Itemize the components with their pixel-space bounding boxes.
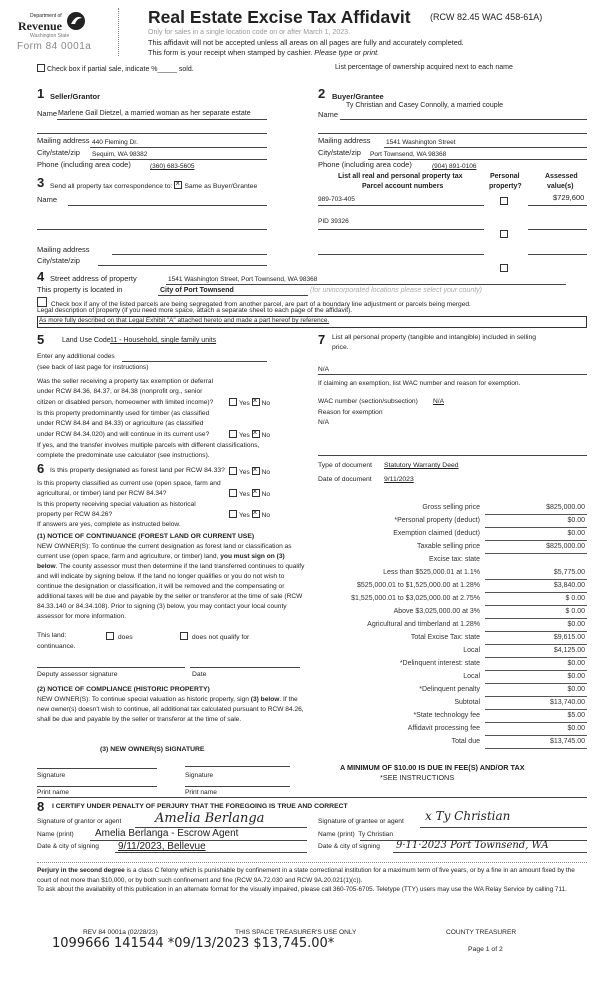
personal-property-line bbox=[318, 374, 587, 375]
legal-description-field[interactable] bbox=[37, 316, 587, 328]
correspondence-name-label: Name bbox=[37, 195, 58, 204]
located-in-hint: (for unincorporated locations please select your county) bbox=[310, 287, 482, 294]
parcel-line bbox=[318, 229, 484, 230]
correspondence-mailing-line bbox=[112, 254, 267, 255]
fee-row bbox=[300, 698, 590, 711]
historic-yes-checkbox[interactable] bbox=[229, 510, 237, 518]
fee-label: Less than $525,000.01 at 1.1% bbox=[383, 569, 480, 576]
forest-answer: Yes × No bbox=[229, 467, 270, 477]
fee-line bbox=[485, 605, 587, 606]
fee-row bbox=[300, 581, 590, 594]
seller-mailing-label: Mailing address bbox=[37, 136, 90, 145]
street-address-line bbox=[166, 284, 566, 285]
partial-sale-checkbox[interactable] bbox=[37, 64, 45, 72]
title-citation: (RCW 82.45 WAC 458-61A) bbox=[430, 12, 543, 22]
see-instructions-note: *SEE INSTRUCTIONS bbox=[380, 773, 455, 782]
fee-row bbox=[300, 555, 590, 568]
assessed-header-2: value(s) bbox=[547, 183, 574, 190]
grantee-signature-line bbox=[420, 827, 587, 828]
header-line1: Only for sales in a single location code on or after March 1, 2023. bbox=[148, 29, 350, 36]
fee-label: Gross selling price bbox=[422, 504, 480, 511]
reason-label: Reason for exemption bbox=[318, 409, 383, 416]
grantee-name-field[interactable]: Ty Christian bbox=[358, 831, 393, 838]
located-in-label: This property is located in bbox=[37, 285, 123, 294]
fee-label: Taxable selling price bbox=[416, 543, 480, 550]
form-revision: REV 84 0001a (02/28/23) bbox=[83, 929, 158, 936]
fee-line bbox=[485, 683, 587, 684]
fee-value[interactable]: $5.00 bbox=[567, 712, 585, 719]
assessed-header-1: Assessed bbox=[545, 173, 578, 180]
section-1-number: 1 bbox=[37, 86, 45, 101]
segregated-checkbox[interactable] bbox=[37, 297, 47, 307]
deputy-date-line[interactable] bbox=[190, 667, 300, 668]
street-address-field[interactable]: 1541 Washington Street, Port Townsend, WA 98368 bbox=[168, 276, 318, 283]
owner-print-line-2[interactable] bbox=[185, 786, 290, 787]
grantor-signature-label: Signature of grantor or agent bbox=[37, 818, 122, 825]
grantor-name-field[interactable]: Amelia Berlanga - Escrow Agent bbox=[95, 828, 239, 839]
fee-value[interactable]: $825,000.00 bbox=[546, 543, 585, 550]
correspondence-name-line bbox=[68, 205, 267, 206]
owner-signature-label-2: Signature bbox=[185, 772, 214, 779]
document-date-field[interactable]: 9/11/2023 bbox=[384, 476, 414, 483]
document-type-field[interactable]: Statutory Warranty Deed bbox=[384, 462, 459, 469]
seller-phone-label: Phone (including area code) bbox=[37, 160, 131, 169]
buyer-name-line bbox=[340, 119, 587, 120]
section-7-number: 7 bbox=[318, 332, 326, 347]
seller-phone-field[interactable]: (360) 683-5605 bbox=[150, 163, 195, 170]
fee-row bbox=[300, 542, 590, 555]
this-land-label: This land: bbox=[37, 632, 67, 639]
section-8-number: 8 bbox=[37, 799, 45, 814]
grantee-signature[interactable]: x Ty Christian bbox=[425, 809, 511, 823]
land-use-code-field[interactable]: 11 - Household, single family units bbox=[110, 337, 217, 344]
fee-value[interactable]: $9,615.00 bbox=[553, 634, 585, 641]
fee-line bbox=[485, 514, 587, 515]
exemption-question: Was the seller receiving a property tax exemption or deferral under RCW 84.36, 84.37, or 84.38 (nonprofit org., senior citizen or disabled person, homeowner with limited income)? bbox=[37, 378, 214, 406]
owner-print-line-1[interactable] bbox=[37, 786, 157, 787]
located-in-line bbox=[158, 295, 308, 296]
reason-line bbox=[318, 455, 587, 456]
current-use-answer: Yes × No bbox=[229, 489, 270, 499]
fee-row bbox=[300, 737, 590, 750]
fee-label: Local bbox=[463, 647, 480, 654]
fee-row bbox=[300, 516, 590, 529]
fee-label: *State technology fee bbox=[413, 712, 480, 719]
partial-sale-label: Check box if partial sale, indicate %_____ sold. bbox=[47, 66, 194, 73]
street-address-label: Street address of property bbox=[50, 274, 137, 283]
fee-value[interactable]: $ 0.00 bbox=[565, 608, 585, 615]
grantor-date-label: Date & city of signing bbox=[37, 843, 99, 850]
treasurer-use-note: THIS SPACE TREASURER'S USE ONLY bbox=[235, 929, 357, 936]
same-as-buyer-checkbox[interactable] bbox=[174, 181, 182, 189]
page-number: Page 1 of 2 bbox=[468, 946, 503, 953]
fee-line bbox=[485, 592, 587, 593]
section-8-divider bbox=[37, 797, 587, 798]
exemption-no-checkbox[interactable] bbox=[252, 398, 260, 406]
fee-row bbox=[300, 607, 590, 620]
parcel-number[interactable]: 989-703-405 bbox=[318, 196, 355, 203]
parcel-line bbox=[318, 205, 484, 206]
fee-label: $525,000.01 to $1,525,000.00 at 1.28% bbox=[357, 582, 480, 589]
fee-row bbox=[300, 503, 590, 516]
grantee-date-field[interactable]: 9·11·2023 Port Townsend, WA bbox=[396, 840, 549, 851]
perjury-notice: Perjury in the second degree is a class C felony which is punishable by confinement in a state correctional institution for a maximum term of five years, or by a fine in an amount fixed by the court of not more than $10,000, or by both such confinement and fine (RCW 9A.72.030 and RCW 9A.20.021(1)(c)). To ask about the availability of this publication in an alternate format for the visually impaired, please call 360-705-6705. Teletype (TTY) users may use the WA Relay Service by calling 711. bbox=[37, 867, 575, 893]
historic-no-checkbox[interactable] bbox=[252, 510, 260, 518]
fee-label: Total Excise Tax: state bbox=[410, 634, 480, 641]
grantee-date-line bbox=[393, 852, 587, 853]
page-title: Real Estate Excise Tax Affidavit bbox=[148, 7, 411, 27]
fee-value[interactable]: $0.00 bbox=[567, 517, 585, 524]
fee-line bbox=[485, 709, 587, 710]
fee-label: *Delinquent penalty bbox=[419, 686, 480, 693]
deputy-signature-line[interactable] bbox=[37, 667, 185, 668]
current-use-yes-checkbox[interactable] bbox=[229, 489, 237, 497]
fee-row bbox=[300, 646, 590, 659]
segregated-label: Check box if any of the listed parcels are being segregated from another parcel, are part of a boundary line adjustment or parcels being merged. bbox=[50, 301, 471, 308]
wac-field[interactable]: N/A bbox=[433, 398, 444, 405]
fee-label: *Personal property (deduct) bbox=[394, 517, 480, 524]
county-treasurer-label: COUNTY TREASURER bbox=[446, 929, 517, 936]
fee-value[interactable]: $0.00 bbox=[567, 530, 585, 537]
forest-question: Is this property designated as forest land per RCW 84.33? bbox=[50, 467, 225, 474]
seller-heading: Seller/Grantor bbox=[50, 92, 101, 101]
owner-signature-line-1[interactable] bbox=[37, 768, 157, 769]
fee-value[interactable]: $0.00 bbox=[567, 725, 585, 732]
header-line3 bbox=[148, 49, 379, 57]
seller-divider bbox=[37, 133, 267, 134]
fee-row bbox=[300, 620, 590, 633]
fee-line bbox=[485, 735, 587, 736]
grantee-name-label: Name (print) Ty Christian bbox=[318, 831, 393, 838]
deputy-signature-label: Deputy assessor signature bbox=[37, 671, 118, 678]
exemption-answer: Yes × No bbox=[229, 398, 270, 408]
current-use-no-checkbox[interactable] bbox=[252, 489, 260, 497]
fee-row bbox=[300, 659, 590, 672]
fee-value[interactable]: $825,000.00 bbox=[546, 504, 585, 511]
buyer-phone-field[interactable]: (904) 891-0106 bbox=[432, 163, 477, 170]
partial-sale-row[interactable] bbox=[37, 64, 194, 74]
parcels-header-2: Parcel account numbers bbox=[362, 183, 444, 190]
fee-value[interactable]: $3,840.00 bbox=[553, 582, 585, 589]
buyer-name-field[interactable]: Ty Christian and Casey Connolly, a married couple bbox=[346, 102, 504, 109]
owner-print-label-2: Print name bbox=[185, 789, 217, 796]
correspondence-city-label: City/state/zip bbox=[37, 256, 80, 265]
does-qualify-option[interactable]: does bbox=[106, 632, 133, 642]
grantor-name-label: Name (print) bbox=[37, 831, 74, 838]
grantor-date-field[interactable]: 9/11/2023, Bellevue bbox=[118, 841, 206, 852]
current-use-question: Is this property classified as current use (open space, farm and agricultural, or timber) land per RCW 84.34? bbox=[37, 480, 221, 497]
continuance-label: continuance. bbox=[37, 643, 76, 650]
fee-value[interactable]: $4,125.00 bbox=[553, 647, 585, 654]
seller-mailing-field[interactable]: 440 Fleming Dr. bbox=[92, 139, 138, 146]
correspondence-city-line bbox=[98, 265, 267, 266]
grantee-date-label: Date & city of signing bbox=[318, 843, 380, 850]
exemption-claim-label: If claiming an exemption, list WAC number and reason for exemption. bbox=[318, 380, 521, 387]
fee-line bbox=[485, 631, 587, 632]
section-3-number: 3 bbox=[37, 175, 45, 190]
deputy-date-label: Date bbox=[192, 671, 207, 678]
section-5-number: 5 bbox=[37, 332, 45, 347]
header-line3-text: This form is your receipt when stamped by cashier. bbox=[148, 48, 313, 57]
new-owner-signature-title: (3) NEW OWNER(S) SIGNATURE bbox=[100, 746, 205, 753]
grantee-signature-label: Signature of grantee or agent bbox=[318, 818, 404, 825]
legal-description-text: As more fully described on that Legal Exhibit "A" attached hereto and made a part hereof by reference. bbox=[39, 317, 330, 324]
fee-row bbox=[300, 633, 590, 646]
logo-agency-line1: Department of bbox=[30, 13, 62, 19]
fee-value[interactable]: $0.00 bbox=[567, 660, 585, 667]
seller-name-label: Name bbox=[37, 109, 58, 118]
owner-signature-label-1: Signature bbox=[37, 772, 66, 779]
personal-property-checkbox[interactable] bbox=[500, 264, 508, 272]
buyer-divider bbox=[318, 133, 587, 134]
logo-agency-name: Revenue bbox=[18, 19, 62, 33]
fee-value[interactable]: $5,775.00 bbox=[553, 569, 585, 576]
assessed-line bbox=[528, 205, 587, 206]
buyer-phone-label: Phone (including area code) bbox=[318, 160, 412, 169]
document-date-label: Date of document bbox=[318, 476, 372, 483]
forest-no-checkbox[interactable] bbox=[252, 467, 260, 475]
fee-value[interactable]: $0.00 bbox=[567, 673, 585, 680]
fee-value[interactable]: $13,740.00 bbox=[549, 699, 585, 706]
fee-line bbox=[485, 670, 587, 671]
personal-property-checkbox[interactable] bbox=[500, 197, 508, 205]
fee-row bbox=[300, 672, 590, 685]
fee-line bbox=[485, 722, 587, 723]
fee-line bbox=[485, 657, 587, 658]
buyer-mailing-line bbox=[384, 147, 587, 148]
located-in-field[interactable]: City of Port Townsend bbox=[160, 287, 234, 294]
section-4-number: 4 bbox=[37, 269, 45, 284]
additional-codes-line[interactable] bbox=[122, 361, 267, 362]
assessed-value[interactable]: $729,600 bbox=[553, 193, 585, 202]
does-not-checkbox[interactable] bbox=[180, 632, 188, 640]
minimum-due-note: A MINIMUM OF $10.00 IS DUE IN FEE(S) AND/OR TAX bbox=[340, 763, 525, 772]
timber-no-checkbox[interactable] bbox=[252, 430, 260, 438]
fee-line bbox=[485, 579, 587, 580]
correspondence-name-line2 bbox=[37, 229, 267, 230]
fee-line bbox=[485, 696, 587, 697]
parcels-header-1: List all real and personal property tax bbox=[338, 173, 463, 180]
fee-line bbox=[485, 644, 587, 645]
timber-yes-checkbox[interactable] bbox=[229, 430, 237, 438]
land-use-label: Land Use Code bbox=[62, 337, 111, 344]
fee-value[interactable]: $0.00 bbox=[567, 621, 585, 628]
fee-label: Above $3,025,000.00 at 3% bbox=[393, 608, 480, 615]
seller-mailing-line bbox=[90, 147, 267, 148]
parcel-number[interactable]: PID 39326 bbox=[318, 218, 349, 225]
forest-yes-checkbox[interactable] bbox=[229, 467, 237, 475]
fee-row bbox=[300, 529, 590, 542]
fee-value[interactable]: $ 0.00 bbox=[565, 595, 585, 602]
grantor-date-line bbox=[115, 852, 307, 853]
correspondence-mailing-label: Mailing address bbox=[37, 245, 90, 254]
fee-label: Excise tax: state bbox=[429, 556, 480, 563]
fee-row bbox=[300, 594, 590, 607]
notice-compliance-title: (2) NOTICE OF COMPLIANCE (HISTORIC PROPERTY) bbox=[37, 686, 210, 693]
personal-property-field[interactable]: N/A bbox=[318, 366, 329, 373]
seller-name-field[interactable]: Marlene Gail Dietzel, a married woman as her separate estate bbox=[58, 110, 251, 117]
fee-label: Local bbox=[463, 673, 480, 680]
correspondence-label: Send all property tax correspondence to: bbox=[50, 183, 173, 190]
header-line3-italic: Please type or print. bbox=[314, 48, 380, 57]
fee-label: *Delinquent interest: state bbox=[399, 660, 480, 667]
fee-label: Affidavit processing fee bbox=[407, 725, 480, 732]
fee-row bbox=[300, 724, 590, 737]
additional-codes-label: Enter any additional codes bbox=[37, 353, 115, 360]
perjury-divider bbox=[37, 862, 587, 863]
owner-signature-line-2[interactable] bbox=[185, 766, 290, 767]
buyer-mailing-field[interactable]: 1541 Washington Street bbox=[386, 139, 456, 146]
section-6-number: 6 bbox=[37, 461, 45, 476]
personal-property-checkbox[interactable] bbox=[500, 230, 508, 238]
fee-label: Subtotal bbox=[454, 699, 480, 706]
document-type-label: Type of document bbox=[318, 462, 373, 469]
fee-label: Agricultural and timberland at 1.28% bbox=[367, 621, 480, 628]
form-number: Form 84 0001a bbox=[17, 41, 92, 52]
personal-header-2: property? bbox=[489, 183, 522, 190]
assessed-line bbox=[528, 254, 587, 255]
does-checkbox[interactable] bbox=[106, 632, 114, 640]
fee-row bbox=[300, 711, 590, 724]
ownership-note: List percentage of ownership acquired next to each name bbox=[335, 64, 513, 71]
fee-line bbox=[485, 553, 587, 554]
correspondence-row bbox=[50, 181, 257, 191]
fee-line bbox=[485, 618, 587, 619]
fee-row bbox=[300, 568, 590, 581]
section-2-number: 2 bbox=[318, 86, 326, 101]
assessed-line bbox=[528, 229, 587, 230]
fee-value[interactable]: $13,745.00 bbox=[549, 738, 585, 745]
wac-label: WAC number (section/subsection) bbox=[318, 398, 418, 405]
historic-question: Is this property receiving special valuation as historical property per RCW 84.26? bbox=[37, 501, 196, 518]
fee-line bbox=[485, 527, 587, 528]
see-back-note: (see back of last page for instructions) bbox=[37, 364, 149, 371]
personal-header-1: Personal bbox=[490, 173, 520, 180]
parcel-line bbox=[318, 254, 484, 255]
owner-print-label-1: Print name bbox=[37, 789, 69, 796]
fee-line bbox=[485, 540, 587, 541]
reason-field[interactable]: N/A bbox=[318, 419, 329, 426]
buyer-city-label: City/state/zip bbox=[318, 148, 361, 157]
notice-continuance-text: NEW OWNER(S): To continue the current designation as forest land or classification as current use (open space, farm and agriculture, or timber) land, you must sign on (3) below. The county assessor must then determine if the land transferred continues to qualify and will indicate by signing below. If the land no longer qualifies or you do not wish to continue the designation or classification, it will be removed and the compensating or additional taxes will be due and payable by the seller or transferor at the time of sale (RCW 84.33.140 or 84.34.108). Prior to signing (3) below, you may contact your local county assessor for more information. bbox=[37, 543, 305, 620]
fee-label: $1,525,000.01 to $3,025,000.00 at 2.75% bbox=[351, 595, 480, 602]
historic-answer: Yes × No bbox=[229, 510, 270, 520]
buyer-mailing-label: Mailing address bbox=[318, 136, 371, 145]
header-line2: This affidavit will not be accepted unless all areas on all pages are fully and accurately completed. bbox=[148, 38, 464, 47]
does-not-qualify-option[interactable]: does not qualify for bbox=[180, 632, 249, 642]
buyer-heading: Buyer/Grantee bbox=[332, 92, 384, 101]
fee-line bbox=[485, 748, 587, 749]
timber-answer: Yes × No bbox=[229, 430, 270, 440]
timber-question: Is this property predominantly used for timber (as classified under RCW 84.84 and 84.33) or agriculture (as classified under RCW 84.34.020) and will continue in its current use? bbox=[37, 410, 210, 438]
notice-continuance-title: (1) NOTICE OF CONTINUANCE (FOREST LAND OR CURRENT USE) bbox=[37, 533, 255, 540]
treasurer-receipt-stamp: 1099666 141544 *09/13/2023 $13,745.00* bbox=[52, 936, 335, 951]
seller-city-label: City/state/zip bbox=[37, 148, 80, 157]
multiple-parcels-note: If yes, and the transfer involves multiple parcels with different classifications, complete the predominate use calculator (see instructions). bbox=[37, 442, 260, 460]
header-divider bbox=[118, 8, 119, 56]
logo-state: Washington State bbox=[30, 33, 70, 39]
seller-city-field[interactable]: Sequim, WA 98382 bbox=[92, 151, 148, 158]
fee-value[interactable]: $0.00 bbox=[567, 686, 585, 693]
personal-property-label: List all personal property (tangible and intangible) included in selling price. bbox=[332, 334, 537, 351]
fee-row bbox=[300, 685, 590, 698]
certify-statement: I CERTIFY UNDER PENALTY OF PERJURY THAT THE FOREGOING IS TRUE AND CORRECT bbox=[52, 803, 348, 810]
notice-compliance-text: NEW OWNER(S): To continue special valuation as historic property, sign (3) below. If the new owner(s) doesn't wish to continue, all additional tax calculated pursuant to RCW 84.26, shall be due and payable by the seller or transferor at the time of sale. bbox=[37, 696, 304, 723]
buyer-city-field[interactable]: Port Townsend, WA 98368 bbox=[370, 151, 447, 158]
if-yes-note: If answers are yes, complete as instructed below. bbox=[37, 521, 181, 528]
grantor-signature[interactable]: Amelia Berlanga bbox=[155, 811, 265, 826]
fee-label: Total due bbox=[451, 738, 480, 745]
logo-swoosh-icon bbox=[66, 10, 86, 32]
buyer-name-label: Name bbox=[318, 110, 339, 119]
seller-name-line bbox=[57, 119, 267, 120]
exemption-yes-checkbox[interactable] bbox=[229, 398, 237, 406]
fee-label: Exemption claimed (deduct) bbox=[393, 530, 480, 537]
legal-description-label: Legal description of property (if you need more space, attach a separate sheet to each page of the affidavit). bbox=[37, 307, 353, 314]
same-as-buyer-label: Same as Buyer/Grantee bbox=[184, 183, 258, 190]
